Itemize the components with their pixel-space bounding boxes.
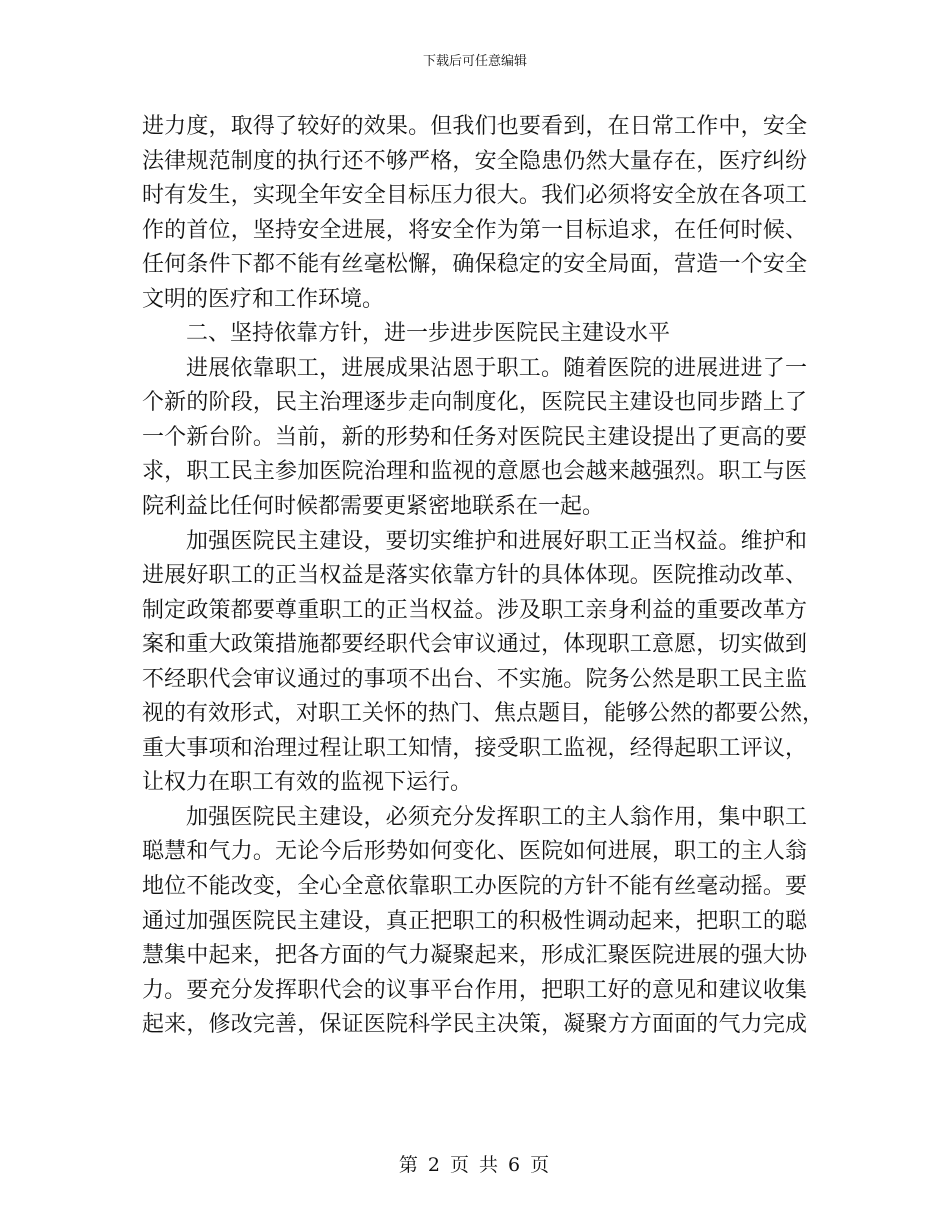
text-line: 进力度，取得了较好的效果。但我们也要看到，在日常工作中，安全 [142, 114, 807, 139]
text-line: 重大事项和治理过程让职工知情，接受职工监视，经得起职工评议， [142, 735, 807, 761]
text-line: 制定政策都要尊重职工的正当权益。涉及职工亲身利益的重要改革方 [142, 597, 807, 623]
text-line: 不经职代会审议通过的事项不出台、不实施。院务公然是职工民主监 [142, 666, 807, 692]
text-line: 案和重大政策措施都要经职代会审议通过，体现职工意愿，切实做到 [142, 632, 807, 658]
paragraph-first-line: 进展依靠职工，进展成果沾恩于职工。随着医院的进展进进了一 [186, 355, 807, 381]
text-line: 个新的阶段，民主治理逐步走向制度化，医院民主建设也同步踏上了 [142, 390, 807, 416]
paragraph-first-line: 加强医院民主建设，要切实维护和进展好职工正当权益。维护和 [186, 528, 807, 554]
text-line: 时有发生，实现全年安全目标压力很大。我们必须将安全放在各项工 [142, 183, 807, 209]
paragraph-first-line: 加强医院民主建设，必须充分发挥职工的主人翁作用，集中职工 [186, 804, 807, 830]
document-body [142, 110, 825, 1043]
page-header: 下载后可任意编辑 [422, 54, 527, 69]
text-line: 慧集中起来，把各方面的气力凝聚起来，形成汇聚医院进展的强大协 [142, 943, 807, 969]
text-line: 文明的医疗和工作环境。 [142, 286, 385, 312]
text-line: 院利益比任何时候都需要更紧密地联系在一起。 [142, 494, 605, 520]
text-line: 让权力在职工有效的监视下运行。 [142, 770, 473, 796]
paragraph-first-line: 二、坚持依靠方针，进一步进步医院民主建设水平 [186, 321, 671, 347]
page-footer: 第 2 页 共 6 页 [398, 1154, 552, 1176]
text-line: 力。要充分发挥职代会的议事平台作用，把职工好的意见和建议收集 [142, 977, 807, 1003]
text-line: 求，职工民主参加医院治理和监视的意愿也会越来越强烈。职工与医 [142, 459, 807, 485]
text-line: 法律规范制度的执行还不够严格，安全隐患仍然大量存在，医疗纠纷 [142, 148, 807, 174]
text-line: 视的有效形式，对职工关怀的热门、焦点题目，能够公然的都要公然， [142, 701, 825, 727]
text-line: 任何条件下都不能有丝毫松懈，确保稳定的安全局面，营造一个安全 [142, 252, 807, 278]
text-line: 地位不能改变，全心全意依靠职工办医院的方针不能有丝毫动摇。要 [142, 874, 807, 900]
text-line: 通过加强医院民主建设，真正把职工的积极性调动起来，把职工的聪 [142, 908, 807, 934]
text-line: 一个新台阶。当前，新的形势和任务对医院民主建设提出了更高的要 [142, 424, 807, 450]
text-line: 聪慧和气力。无论今后形势如何变化、医院如何进展，职工的主人翁 [142, 839, 807, 865]
text-line: 进展好职工的正当权益是落实依靠方针的具体体现。医院推动改革、 [142, 563, 807, 589]
text-line: 起来，修改完善，保证医院科学民主决策，凝聚方方面面的气力完成 [142, 1012, 807, 1038]
text-line: 作的首位，坚持安全进展，将安全作为第一目标追求，在任何时候、 [142, 217, 807, 243]
